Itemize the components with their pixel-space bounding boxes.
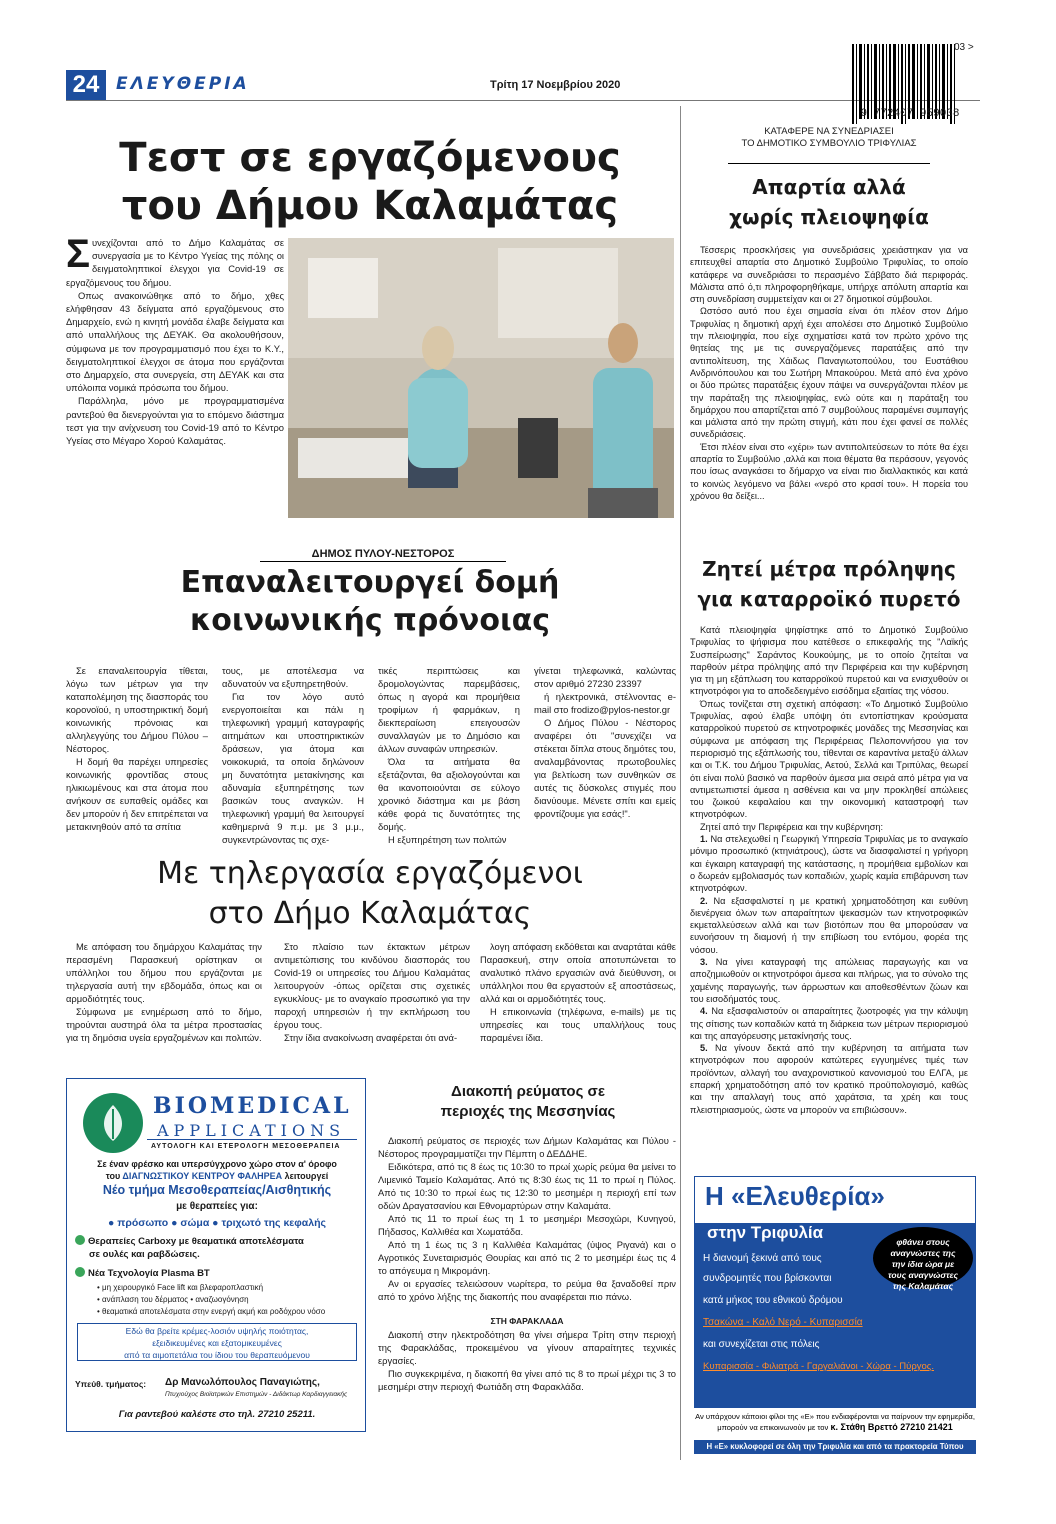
column-divider (680, 106, 681, 1460)
health-workers-photo (288, 238, 674, 518)
welfare-column-4: γίνεται τηλεφωνικά, καλώντας στον αριθμό 27230 23397 ή ηλεκτρονικά, στέλνοντας e-mail στο frodizo@pylos-nestor.gr Ο Δήμος Πύλου - Νέστορος αναφέρει ότι "συνεχίζει να στέκεται δίπλα στους δημότες του, αναλαμβάνοντας πρωτοβουλίες για βελτίωση των συνθηκών σε αυτές τις δύσκολες στιγμές που διανύουμε. Μένετε σπίτι και εμείς φροντίζουμε για εσάς!". (534, 665, 676, 819)
article-welfare-headline: Επαναλειτουργεί δομή κοινωνικής πρόνοιας (180, 565, 560, 638)
promo-contact: κ. Στάθη Βρεττό 27210 21421 (830, 1422, 953, 1432)
ad-appointment: Για ραντεβού καλέστε στο τηλ. 27210 25211. (118, 1409, 316, 1420)
ad-brand-subname: APPLICATIONS (157, 1121, 346, 1140)
green-bullet-icon (75, 1235, 85, 1245)
telework-column-2: Στο πλαίσιο των έκτακτων μέτρων αντιμετώπισης του κινδύνου διασποράς του Covid-19 οι υπηρεσίες του Δήμου Καλαμάτας λειτουργούν -όπως ορίζεται στις σχετικές εγκυκλίους- με το αναγκαίο προσωπικό για την παροχή υπηρεσιών ή την εκπλήρωση του έργου τους. Στην ίδια ανακοίνωση αναφέρεται ότι ανά- (274, 941, 470, 1043)
ad-brand-tagline: ΑΥΤΟΛΟΓΗ ΚΑΙ ΕΤΕΡΟΛΟΓΗ ΜΕΣΟΘΕΡΑΠΕΙΑ (151, 1143, 341, 1150)
promo-line-6: Κυπαρισσία - Φιλιατρά - Γαργαλιάνοι - Χώρα - Πύργος. (703, 1361, 934, 1372)
promo-footnote: Αν υπάρχουν κάποιοι φίλοι της «Ε» που ενδιαφέρονται να παίρνουν την εφημερίδα, μπορούν να επικοινωνούν με τον κ. Στάθη Βρεττό 27210 21421 (694, 1408, 976, 1440)
ad-info-box: Εδώ θα βρείτε κρέμες-λοσιόν υψηλής ποιότητας, εξειδικευμένες και εξατομικευμένες από τα αιμοπετάλια του ίδιου του θεραπευόμενου (77, 1323, 357, 1361)
barcode-number: 9 772407 959038 (860, 108, 960, 120)
promo-line-3: κατά μήκος του εθνικού δρόμου (703, 1295, 843, 1306)
promo-eleftheria-trifylia (694, 1176, 976, 1408)
article-power-body: Διακοπή ρεύματος σε περιοχές των Δήμων Καλαμάτας και Πύλου - Νέστορος προγραμματίζει την Πέμπτη ο ΔΕΔΔΗΕ. Ειδικότερα, από τις 8 έως τις 10:30 το πρωί χωρίς ρεύμα θα μείνει το Λιμενικό Ταμείο Καλαμάτας. Από τις 8:30 έως τις 11 το πρωί η Πύλος. Από τις 10:30 το πρωί έως τις 12:30 το μεσημέρι η περιοχή επί των οδών Δραγατσανίου και Εθνομαρτύρων στην Καλαμάτα. Από τις 11 το πρωί έως τη 1 το μεσημέρι Μεσοχώρι, Κυνηγού, Πήδασος, Καλλιθέα και Χωματάδα. Από τη 1 έως τις 3 η Καλλιθέα Καλαμάτας (ύψος Ριγανά) και ο Αγροτικός Συνεταιρισμός Θουρίας και από τις 2 το μεσημέρι έως τις 4 το απόγευμα η Μικρομάνη. Αν οι εργασίες τελειώσουν νωρίτερα, το ρεύμα θα ξαναδοθεί πριν από το χρόνο λήξης της διακοπής που αναφέρεται πιο πάνω. ΣΤΗ ΦΑΡΑΚΛΑΔΑ Διακοπή στην ηλεκτροδότηση θα γίνει σήμερα Τρίτη στην περιοχή της Φαρακλάδας, προκειμένου να γίνουν απαραίτητες τεχνικές εργασίες. Πιο συγκεκριμένα, η διακοπή θα γίνει από τις 8 το πρωί μέχρι τις 3 το μεσημέρι στην περιοχή Φωτιάδη στη Φαρακλάδα. (378, 1135, 676, 1392)
header-rule (66, 100, 980, 101)
article-quorum-body: Τέσσερις προσκλήσεις για συνεδριάσεις χρειάστηκαν για να επιτευχθεί απαρτία στο Δημοτικό Συμβούλιο Τριφυλίας, το οποίο κατάφερε να συνεδριάσει το περασμένο Σάββατο διά περιφοράς. Μάλιστα από ό,τι πληροφορηθήκαμε, υπήρχε απόλυτη απαρτία και στη συνεδρίαση συμμετείχαν και οι 27 δημοτικοί σύμβουλοι. Ωστόσο αυτό που έχει σημασία είναι ότι πλέον στον Δήμο Τριφυλίας η δημοτική αρχή έχει απολέσει στο Δημοτικό Συμβούλιο την πλειοψηφία, που είχε σχηματίσει κατά τον πρώτο χρόνο της θητείας της με τις συνεργαζόμενες παρατάξεις από την αντιπολίτευση, της Χάιδως Παναγιωτοπούλου, του Ευστάθιου Ανδρινόπουλου και του Σωτήρη Μπακούρου. Μετά από ένα χρόνο οι δύο πρώτες παρατάξεις έχουν πάψει να συνεργάζονται πλέον με την παράταξη της πλειοψηφίας, ενώ ούτε και η παράταξη του δημάρχου που απαρτίζεται από 7 συμβούλους παραμένει συμπαγής και μάλιστα από την πρώτη στιγμή, κάτι που έχει φανεί σε πολλές συνεδριάσεις. Έτσι πλέον είναι στο «χέρι» των αντιπολιτεύσεων το πότε θα έχει απαρτία το Συμβούλιο ,αλλά και ποια θέματα θα περάσουν, γεγονός που ίσως αναγκάσει το δήμαρχο να είναι πιο διαλλακτικός και κατά το κοινώς λεγόμενο να βάλει «νερό στο κρασί του». Η πορεία του χρόνου θα δείξει... (690, 245, 968, 501)
ad-bullet-1: • μη χειρουργικό Face lift και βλεφαροπλαστική (97, 1283, 264, 1292)
biomedical-advertisement (66, 1078, 366, 1432)
promo-title: Η «Ελευθερία» (705, 1181, 885, 1211)
ad-responsible-title: Πτυχιούχος Βιοϊατρικών Επιστημών - Διδάκτωρ Καρδιαγγειακής (165, 1391, 348, 1398)
demand-item: 5. Να γίνουν δεκτά από την κυβέρνηση τα αιτήματα των κτηνοτρόφων που αφορούν κατώτερες εγγυημένες τιμές των προϊόντων, αλλαγή του αναχρονιστικού κανονισμού του ΕΛΓΑ, με επαρκή χρηματοδότηση από τον κρατικό προϋπολογισμό, καθώς και την απαλλαγή τους από χαράτσια, τα χρέη και τους πλειστηριασμούς, ώστε να μπορούν να επιβιώσουν». (690, 1043, 968, 1115)
promo-distribution-bar: Η «Ε» κυκλοφορεί σε όλη την Τριφυλία και από τα πρακτορεία Τύπου (694, 1440, 976, 1454)
article-fever-headline: Ζητεί μέτρα πρόληψης για καταρροϊκό πυρετό (697, 557, 961, 611)
welfare-column-2: τους, με αποτέλεσμα να αδυνατούν να εξυπηρετηθούν. Για τον λόγο αυτό ενεργοποιείται και πάλι η τηλεφωνική γραμμή καταγραφής αιτημάτων και υποστηρικτικών δράσεων, για άτομα και νοικοκυριά, τα οποία δηλώνουν μη δυνατότητα μετακίνησης και αδυναμία εξυπηρέτησης των βασικών τους αναγκών. Η τηλεφωνική γραμμή θα λειτουργεί καθημερινά 9 π.μ. με 3 μ.μ., συγκεντρώνοντας τις σχε- (222, 665, 364, 845)
promo-line-2: συνδρομητές που βρίσκονται (703, 1273, 832, 1284)
article-telework-headline: Με τηλεργασία εργαζόμενοι στο Δήμο Καλαμάτας (157, 856, 583, 931)
leaf-icon (97, 1103, 129, 1143)
ad-carboxy-line-2: σε ουλές και ραβδώσεις. (89, 1249, 200, 1260)
article-power-headline: Διακοπή ρεύματος σε περιοχές της Μεσσηνίας (440, 1083, 616, 1120)
ad-intro-1: Σε έναν φρέσκο και υπερσύγχρονο χώρο στον α' όροφο (97, 1159, 337, 1169)
welfare-column-3: τικές περιπτώσεις και δρομολογώντας παρεμβάσεις, όπως η αγορά και προμήθεια τροφίμων ή φαρμάκων, η διεκπεραίωση επειγουσών συναλλαγών με το Δημόσιο και άλλων συναφών υπηρεσιών. Όλα τα αιτήματα θα εξετάζονται, θα αξιολογούνται και θα ικανοποιούνται σε εύλογο χρονικό διάστημα και με βάση κάθε φορά τις δυνατότητες της δομής. Η εξυπηρέτηση των πολιτών (378, 665, 520, 845)
welfare-column-1: Σε επαναλειτουργία τίθεται, λόγω των μέτρων για την καταπολέμηση της διασποράς του κορονοϊού, η υποστηρικτική δομή κοινωνικής πρόνοιας και αλληλεγγύης του Δήμου Πύλου – Νέστορος. Η δομή θα παρέχει υπηρεσίες κοινωνικής φροντίδας στους ηλικιωμένους και στα άτομα που ανήκουν σε ευπαθείς ομάδες και δεν μπορούν ή δεν επιτρέπεται να μετακινηθούν από τα σπίτια (66, 665, 208, 832)
demand-item: 2. Να εξασφαλιστεί η με κρατική χρηματοδότηση και ευθύνη διενέργεια όλων των απαραίτητων ψεκασμών των κτηνοτροφικών εκμεταλλεύσεων αλλά και των βιοτόπων που θα μπορούσαν να ευνοήσουν τη διαμονή ή την επιβίωση του εντόμου, φορέα της νόσου. (690, 895, 968, 955)
ad-bullet-2: • ανάπλαση του δέρματος • αναζωογόνηση (97, 1295, 249, 1304)
ad-headline: Νέο τμήμα Μεσοθεραπείας/Αισθητικής (102, 1183, 332, 1197)
article-power-subhead: ΣΤΗ ΦΑΡΑΚΛΑΔΑ (490, 1316, 564, 1326)
ad-bullet-3: • θεαματικά αποτελέσματα στην ενεργή ακμή και ροδόχρου νόσο (97, 1307, 326, 1316)
ad-subhead: με θεραπείες για: (176, 1201, 258, 1212)
article-fever-body: Κατά πλειοψηφία ψηφίστηκε από το Δημοτικό Συμβούλιο Τριφυλίας το ψήφισμα που κατέθεσε ο επικεφαλής της "Λαϊκής Συσπείρωσης" Σαράντος Κουκούμης, με το οποίο ζητείται να παρθούν μέτρα πρόληψης από την Περιφέρεια και την κυβέρνηση για τη μη εξάπλωση του καταρροϊκού πυρετού και να ενισχυθούν οι κτηνοτρόφοι για το αποδεδειγμένο εισόδημα εξαιτίας της νόσου. Όπως τονίζεται στη σχετική απόφαση: «Το Δημοτικό Συμβούλιο Τριφυλίας, αφού έλαβε υπόψη ότι εντοπίστηκαν κρούσματα καταρροϊκού πυρετού σε κτηνοτροφικές μονάδες της Μεσσηνίας και σύμφωνα με απόφαση της Περιφέρειας Πελοποννήσου για τον περιορισμό της εξάπλωσής του, τίθενται σε καραντίνα μεταξύ άλλων και οι Τ.Κ. του Δήμου Τριφυλίας, Αετού, Σελλά και Τριπύλας, θεωρεί ότι είναι πολύ βασικό να παρθούν άμεσα μια σειρά από μέτρα για να αντιμετωπιστεί άμεσα η ασθένεια και να μην προκληθεί απώλειες του ζωικού κεφαλαίου και την οικονομική καταστροφή των κτηνοτρόφων. Ζητεί από την Περιφέρεια και την κυβέρνηση: 1. Να στελεχωθεί η Γεωργική Υπηρεσία Τριφυλίας με το αναγκαίο μόνιμο προσωπικό (κτηνιάτρους), ώστε να διασφαλιστεί η γρήγορη και έγκαιρη καταγραφή της κατάστασης, η προμήθεια εμβολίων και ο δωρεάν εμβολιασμός των κοπαδιών, χωρίς καμία επιβάρυνση των κτηνοτρόφων. 2. Να εξασφαλιστεί η με κρατική χρηματοδότηση και ευθύνη διενέργεια όλων των απαραίτητων ψεκασμών των κτηνοτροφικών εκμεταλλεύσεων αλλά και των βιοτόπων που θα μπορούσαν να ευνοήσουν τη διαμονή ή την επιβίωση του εντόμου, φορέα της νόσου. 3. Να γίνει καταγραφή της απώλειας παραγωγής και να αποζημιωθούν οι κτηνοτρόφοι άμεσα και πλήρως, για το σύνολο της χαμένης παραγωγής, των άρρωστων και αποθεσθέντων ζώων και του εισοδήματός τους. 4. Να εξασφαλιστούν οι απαραίτητες ζωοτροφές για την κάλυψη της σίτισης των κοπαδιών κατά τη διάρκεια των μέτρων περιορισμού και της απαγόρευσης μετακίνησής τους. 5. Να γίνουν δεκτά από την κυβέρνηση τα αιτήματα των κτηνοτρόφων που αφορούν κατώτερες εγγυημένες τιμές των προϊόντων, αλλαγή του αναχρονιστικού κανονισμού του ΕΛΓΑ, με επαρκή χρηματοδότηση από τον κρατικό προϋπολογισμό, καθώς και την απαλλαγή τους από χαράτσια, τα χρέη και τους πλειστηριασμούς, ώστε να μπορούν να επιβιώσουν». (690, 625, 968, 1115)
ad-brand-name: BIOMEDICAL (153, 1093, 352, 1119)
green-bullet-icon (75, 1267, 85, 1277)
article-welfare-kicker: ΔΗΜΟΣ ΠΥΛΟΥ-ΝΕΣΤΟΡΟΣ (260, 548, 506, 562)
article-main-body: Συνεχίζονται από το Δήμο Καλαμάτας σε συνεργασία με το Κέντρο Υγείας της πόλης οι δειγματοληπτικοί έλεγχοι για Covid-19 σε εργαζόμενους του δήμου. Οπως ανακοινώθηκε από το δήμο, χθες ελήφθησαν 43 δείγματα από εργαζόμενους στο Δημαρχείο, ενώ η κινητή μονάδα έλαβε δείγματα και από υπαλλήλους της ΔΕΥΑΚ. Θα ακολουθήσουν, σύμφωνα με τον προγραμματισμό που έχει το Κ.Υ., δειγματοληπτικοί έλεγχοι σε άτομα που εργάζονται στο Δημαρχείο, στα συνεργεία, στη ΔΕΥΑΚ και στα υπόλοιπα νομικά πρόσωπα του δήμου. Παράλληλα, μόνο με προγραμματισμένα ραντεβού θα διενεργούνται για το επόμενο διάστημα τεστ για την ανίχνευση του Covid-19 από το Κέντρο Υγείας στο Μέγαρο Χορού Καλαμάτας. (66, 232, 284, 447)
promo-badge: φθάνει στους αναγνώστες της την ίδια ώρα με τους αναγνώστες της Καλαμάτας (873, 1227, 973, 1289)
promo-line-4: Τσακώνα - Καλό Νερό - Κυπαρισσία (703, 1317, 863, 1328)
issue-code: 03 > (954, 42, 974, 53)
ad-intro-2: του ΔΙΑΓΝΩΣΤΙΚΟΥ ΚΕΝΤΡΟΥ ΦΑΛΗΡΕΑ λειτουργεί (105, 1171, 329, 1181)
demand-item: 1. Να στελεχωθεί η Γεωργική Υπηρεσία Τριφυλίας με το αναγκαίο μόνιμο προσωπικό (κτηνιάτρους), ώστε να διασφαλιστεί η γρήγορη και έγκαιρη καταγραφή της κατάστασης, η προμήθεια εμβολίων και ο δωρεάν εμβολιασμός των κοπαδιών, χωρίς καμία επιβάρυνση των κτηνοτρόφων. (690, 834, 968, 894)
page-number: 24 (66, 70, 106, 100)
article-quorum-kicker: ΚΑΤΑΦΕΡΕ ΝΑ ΣΥΝΕΔΡΙΑΣΕΙ ΤΟ ΔΗΜΟΤΙΚΟ ΣΥΜΒΟΥΛΙΟ ΤΡΙΦΥΛΙΑΣ (741, 126, 917, 149)
promo-header (695, 1177, 975, 1223)
ad-responsible-label: Υπεύθ. τμήματος: (75, 1379, 147, 1389)
promo-line-5: και συνεχίζεται στις πόλεις (703, 1339, 820, 1350)
ad-responsible-name: Δρ Μανωλόπουλος Παναγιώτης, (165, 1377, 320, 1388)
article-main-headline: Τεστ σε εργαζόμενους του Δήμου Καλαμάτας (119, 135, 621, 229)
kicker-underline (728, 163, 930, 164)
ad-plasma: Νέα Τεχνολογία Plasma BT (75, 1267, 359, 1279)
issue-date: Τρίτη 17 Νοεμβρίου 2020 (490, 79, 621, 91)
article-quorum-headline: Απαρτία αλλά χωρίς πλειοψηφία (729, 175, 929, 229)
promo-line-1: Η διανομή ξεκινά από τους (703, 1253, 822, 1264)
drop-cap: Σ (66, 232, 91, 276)
demand-item: 3. Να γίνει καταγραφή της απώλειας παραγωγής και να αποζημιωθούν οι κτηνοτρόφοι άμεσα και πλήρως, για το σύνολο της χαμένης παραγωγής, των άρρωστων και αποθεσθέντων ζώων και του εισοδήματός τους. (690, 957, 968, 1004)
ad-treatment-areas: ● πρόσωπο ● σώμα ● τριχωτό της κεφαλής (108, 1217, 326, 1229)
masthead-logo: ΕΛΕΥΘΕΡΙΑ (116, 74, 250, 94)
telework-column-1: Με απόφαση του δημάρχου Καλαμάτας την περασμένη Παρασκευή ορίστηκαν οι υπάλληλοι του δήμου που εργάζονται με τηλεργασία αυτή την εβδομάδα, όπως και οι αρμοδιότητές τους. Σύμφωνα με ενημέρωση από το δήμο, τηρούνται αυστηρά όλα τα μέτρα προστασίας για τη δημόσια υγεία εργαζομένων και πολιτών. (66, 941, 262, 1043)
telework-column-3: λογη απόφαση εκδόθεται και αναρτάται κάθε Παρασκευή, στην οποία αποτυπώνεται το αναλυτικό πλάνο εργασιών ανά διεύθυνση, οι υπάλληλοι που θα εργαστούν εξ αποστάσεως, αλλά και οι αρμοδιότητές τους. Η επικοινωνία (τηλέφωνα, e-mails) με τις υπηρεσίες και τους υπαλλήλους τους παραμένει ίδια. (480, 941, 676, 1043)
ad-carboxy-line-1: Θεραπείες Carboxy με θεαματικά αποτελέσματα (75, 1235, 359, 1247)
promo-subtitle: στην Τριφυλία (707, 1223, 824, 1242)
demand-item: 4. Να εξασφαλιστούν οι απαραίτητες ζωοτροφές για την κάλυψη της σίτισης των κοπαδιών κατά τη διάρκεια των μέτρων περιορισμού και της απαγόρευσης μετακίνησής τους. (690, 1006, 968, 1041)
